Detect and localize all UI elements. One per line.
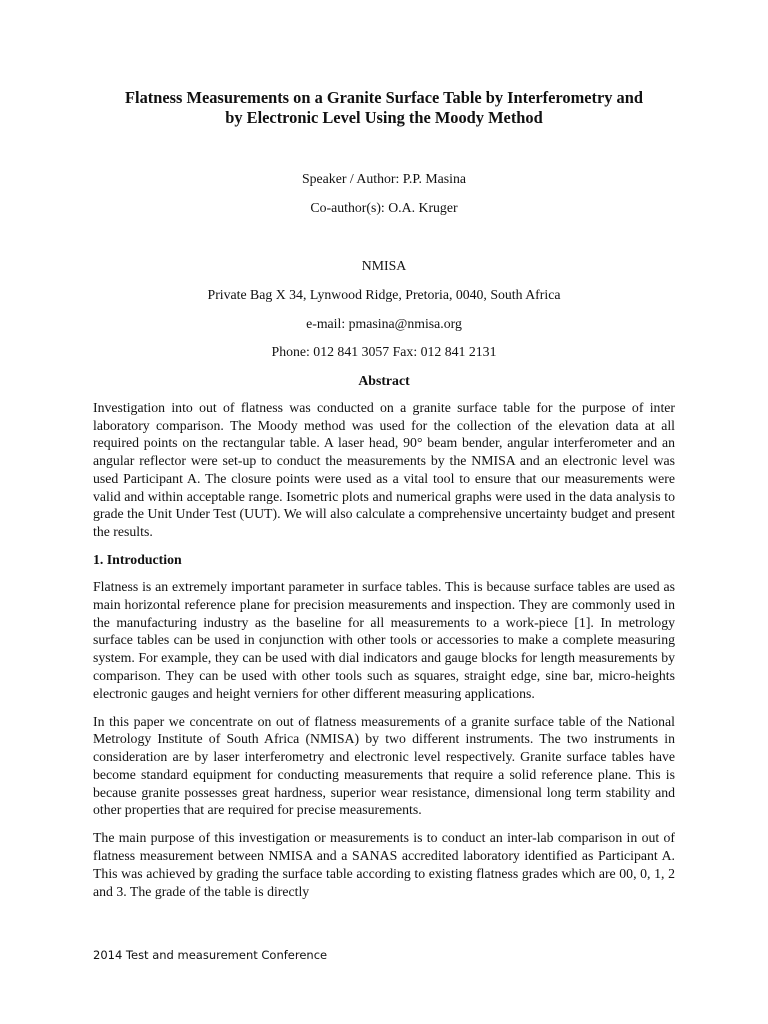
paper-body <box>93 399 675 911</box>
phone-fax: Phone: 012 841 3057 Fax: 012 841 2131 <box>271 344 497 359</box>
intro-paragraph-1: Flatness is an extremely important parameter in surface tables. This is because surface tables are used as main horizontal reference plane for precision measurements and inspection. They are commonly used in the manufacturing industry as the baseline for all measurements to a work-piece [1]. In metrology surface tables can be used in conjunction with other tools or accessories to make a complete measuring system. For example, they can be used with dial indicators and gauge blocks for length measurements by comparison. They can be used with other tools such as squares, straight edge, sine bar, micro-heights electronic gauges and height verniers for other different measuring applications. <box>93 579 675 701</box>
coauthors-line: Co-author(s): O.A. Kruger <box>310 200 458 215</box>
abstract-text: Investigation into out of flatness was conducted on a granite surface table for the purpose of inter laboratory comparison. The Moody method was used for the collection of the elevation data at all required points on the rectangular table. A laser head, 90° beam bender, angular interferometer and an angular reflector were set-up to conduct the measurements by the NMISA and an electronic level was used Participant A. The closure points were used as a vital tool to ensure that our measurements were valid and within acceptable range. Isometric plots and numerical graphs were used in the data analysis to grade the Unit Under Test (UUT). We will also calculate a comprehensive uncertainty budget and present the results. <box>93 400 675 539</box>
section-1-heading: 1. Introduction <box>93 552 182 568</box>
address: Private Bag X 34, Lynwood Ridge, Pretoria, 0040, South Africa <box>207 287 561 302</box>
speaker-line: Speaker / Author: P.P. Masina <box>301 171 467 186</box>
intro-paragraph-2: In this paper we concentrate on out of flatness measurements of a granite surface table of the National Metrology Institute of South Africa (NMISA) by two different instruments. The two instruments in consideration are by laser interferometry and electronic level respectively. Granite surface tables have become standard equipment for conducting measurements that require a solid reference plane. This is because granite possesses great hardness, superior wear resistance, dimensional long term stability and other properties that are required for precise measurements. <box>93 713 675 818</box>
email: e-mail: pmasina@nmisa.org <box>306 316 462 331</box>
organization: NMISA <box>361 258 407 273</box>
abstract-heading: Abstract <box>358 373 410 388</box>
page-footer: 2014 Test and measurement Conference <box>93 948 328 962</box>
title-line-2: by Electronic Level Using the Moody Method <box>225 108 543 127</box>
title-line-1: Flatness Measurements on a Granite Surface Table by Interferometry and <box>125 88 643 107</box>
paper-title <box>60 88 708 128</box>
intro-paragraph-3: The main purpose of this investigation or measurements is to conduct an inter-lab comparison in out of flatness measurement between NMISA and a SANAS accredited laboratory identified as Participant A. This was achieved by grading the surface table according to existing flatness grades which are 00, 0, 1, 2 and 3. The grade of the table is directly <box>93 830 675 899</box>
